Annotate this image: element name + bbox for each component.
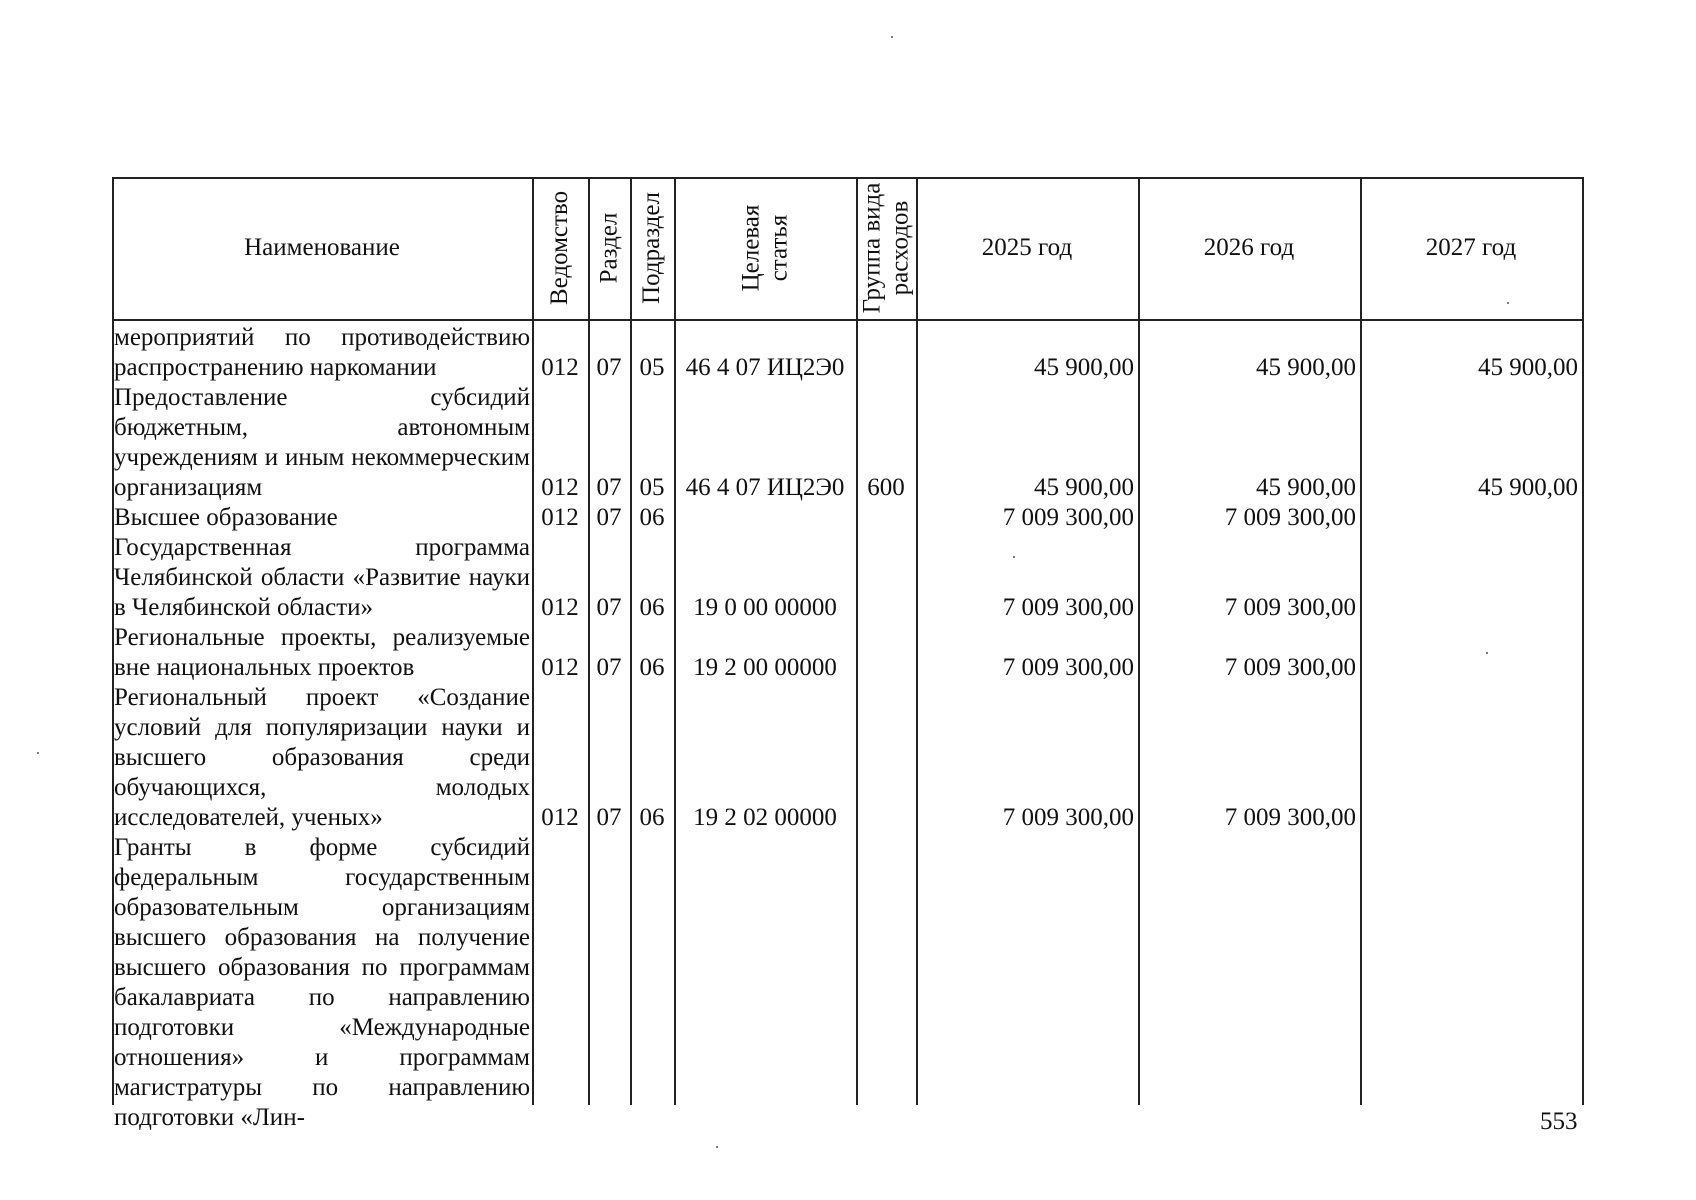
cell-razdel: 07 <box>596 654 622 681</box>
cell-vedomstvo: 012 <box>541 504 579 531</box>
scan-speck <box>1507 302 1509 304</box>
header-name: Наименование <box>244 234 400 261</box>
cell-vedomstvo: 012 <box>541 354 579 381</box>
cell-podrazdel: 05 <box>639 354 665 381</box>
cell-razdel: 07 <box>596 354 622 381</box>
cell-vedomstvo: 012 <box>541 654 579 681</box>
cell-podrazdel: 06 <box>639 654 665 681</box>
row-name: Региональные проекты, реализуемые вне национальных проектов <box>114 624 530 681</box>
header-vedomstvo: Ведомство <box>546 190 574 306</box>
page-number: 553 <box>1540 1108 1578 1135</box>
cell-2026: 7 009 300,00 <box>1224 594 1356 621</box>
row-name: Гранты в форме субсидий федеральным государственным образовательным организациям высшего образования на получение высшего образования по программам бакалавриата по направлению подготовки «Международные отношения» и программам магистратуры по направлению подготовки «Лин- <box>114 834 530 1131</box>
header-year-2025: 2025 год <box>981 234 1073 261</box>
column-divider <box>1582 177 1584 1105</box>
cell-2026: 45 900,00 <box>1256 474 1356 501</box>
header-gruppa-vida-raskhodov: Группа вида расходов <box>858 182 913 314</box>
cell-podrazdel: 06 <box>639 504 665 531</box>
cell-2025: 7 009 300,00 <box>1002 594 1134 621</box>
row-name: Региональный проект «Создание условий для популяризации науки и высшего образования среди обучающихся, молодых исследователей, ученых» <box>114 684 530 831</box>
cell-celevaya-statya: 46 4 07 ИЦ2Э0 <box>685 474 845 501</box>
scan-speck <box>716 1146 718 1148</box>
cell-2025: 7 009 300,00 <box>1002 504 1134 531</box>
header-podrazdel: Подраздел <box>638 192 665 304</box>
scan-speck <box>1486 652 1488 654</box>
header-razdel: Раздел <box>595 212 622 284</box>
header-year-2026: 2026 год <box>1203 234 1295 261</box>
cell-vedomstvo: 012 <box>541 474 579 501</box>
cell-celevaya-statya: 19 2 00 00000 <box>693 654 837 681</box>
cell-2025: 7 009 300,00 <box>1002 804 1134 831</box>
cell-celevaya-statya: 46 4 07 ИЦ2Э0 <box>685 354 845 381</box>
cell-2025: 45 900,00 <box>1034 474 1134 501</box>
cell-vedomstvo: 012 <box>541 804 579 831</box>
cell-gruppa: 600 <box>867 474 905 501</box>
header-year-2027: 2027 год <box>1425 234 1517 261</box>
row-name: Государственная программа Челябинской области «Развитие науки в Челябинской области» <box>114 534 530 621</box>
scan-speck <box>37 752 39 754</box>
header-bottom-border <box>112 319 1584 321</box>
header-celevaya-statya: Целевая статья <box>736 204 792 292</box>
cell-vedomstvo: 012 <box>541 594 579 621</box>
cell-celevaya-statya: 19 0 00 00000 <box>693 594 837 621</box>
cell-podrazdel: 06 <box>639 594 665 621</box>
cell-2026: 7 009 300,00 <box>1224 654 1356 681</box>
row-name: мероприятий по противодействию распространению наркомании <box>114 324 530 381</box>
cell-podrazdel: 06 <box>639 804 665 831</box>
cell-razdel: 07 <box>596 474 622 501</box>
cell-2026: 7 009 300,00 <box>1224 804 1356 831</box>
cell-2027: 45 900,00 <box>1478 354 1578 381</box>
row-name: Предоставление субсидий бюджетным, автономным учреждениям и иным некоммерческим организациям <box>114 384 530 501</box>
cell-razdel: 07 <box>596 594 622 621</box>
cell-2025: 45 900,00 <box>1034 354 1134 381</box>
cell-razdel: 07 <box>596 504 622 531</box>
scan-speck <box>1013 556 1015 558</box>
cell-2026: 45 900,00 <box>1256 354 1356 381</box>
scan-speck <box>891 36 893 38</box>
cell-2027: 45 900,00 <box>1478 474 1578 501</box>
cell-2025: 7 009 300,00 <box>1002 654 1134 681</box>
cell-razdel: 07 <box>596 804 622 831</box>
row-name: Высшее образование <box>114 504 338 531</box>
cell-podrazdel: 05 <box>639 474 665 501</box>
cell-2026: 7 009 300,00 <box>1224 504 1356 531</box>
cell-celevaya-statya: 19 2 02 00000 <box>693 804 837 831</box>
